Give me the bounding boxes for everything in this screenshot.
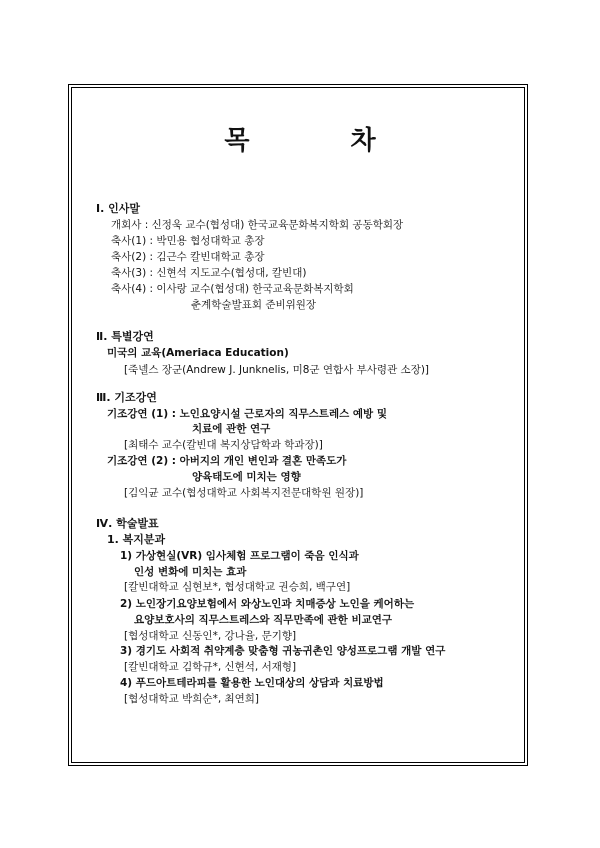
special-talk-speaker: [죽넬스 장군(Andrew J. Junknelis, 미8군 연합사 부사령관 소장)]	[124, 364, 430, 376]
paper-2-title-cont: 요양보호사의 직무스트레스와 직무만족에 관한 비교연구	[134, 614, 393, 626]
section-4-heading: Ⅳ. 학술발표	[96, 517, 159, 530]
keynote-1-title: 기조강연 (1) : 노인요양시설 근로자의 직무스트레스 예방 및	[107, 408, 387, 420]
greeting-line: 축사(1) : 박민용 협성대학교 총장	[111, 235, 265, 247]
keynote-2-speaker: [김익균 교수(협성대학교 사회복지전문대학원 원장)]	[124, 487, 364, 499]
keynote-2-title: 기조강연 (2) : 아버지의 개인 변인과 결혼 만족도가	[107, 455, 347, 467]
paper-3-authors: [칼빈대학교 김학규*, 신현석, 서재형]	[124, 661, 297, 673]
section-1-heading: Ⅰ. 인사말	[96, 202, 140, 215]
greeting-line: 개회사 : 신정욱 교수(협성대) 한국교육문화복지학회 공동학회장	[111, 219, 404, 231]
greeting-line: 춘계학술발표회 준비위원장	[191, 299, 317, 311]
paper-4-authors: [협성대학교 박희순*, 최연희]	[124, 693, 260, 705]
keynote-2-title-cont: 양육태도에 미치는 영향	[192, 471, 301, 483]
paper-1-title: 1) 가상현실(VR) 임사체험 프로그램이 죽음 인식과	[120, 550, 359, 562]
greeting-line: 축사(2) : 김근수 칼빈대학교 총장	[111, 251, 265, 263]
section-2-heading: Ⅱ. 특별강연	[96, 330, 154, 343]
paper-3-title: 3) 경기도 사회적 취약계층 맞춤형 귀농귀촌인 양성프로그램 개발 연구	[120, 645, 446, 657]
page-title: 목 차	[224, 126, 422, 156]
greeting-line: 축사(3) : 신현석 지도교수(협성대, 칼빈대)	[111, 267, 307, 279]
paper-2-authors: [협성대학교 신동인*, 강나율, 문기향]	[124, 630, 297, 642]
section-3-heading: Ⅲ. 기조강연	[96, 391, 157, 404]
special-talk-title: 미국의 교육(Ameriaca Education)	[107, 347, 289, 359]
paper-2-title: 2) 노인장기요양보험에서 와상노인과 치매증상 노인을 케어하는	[120, 598, 415, 610]
greeting-line: 축사(4) : 이사랑 교수(협성대) 한국교육문화복지학회	[111, 283, 354, 295]
paper-1-authors: [칼빈대학교 심현보*, 협성대학교 권승희, 백구연]	[124, 581, 351, 593]
keynote-1-speaker: [최태수 교수(칼빈대 복지상담학과 학과장)]	[124, 439, 323, 451]
subsection-heading: 1. 복지분과	[107, 533, 166, 546]
keynote-1-title-cont: 치료에 관한 연구	[192, 423, 271, 435]
paper-4-title: 4) 푸드아트테라피를 활용한 노인대상의 상담과 치료방법	[120, 677, 384, 689]
paper-1-title-cont: 인성 변화에 미치는 효과	[134, 566, 247, 578]
